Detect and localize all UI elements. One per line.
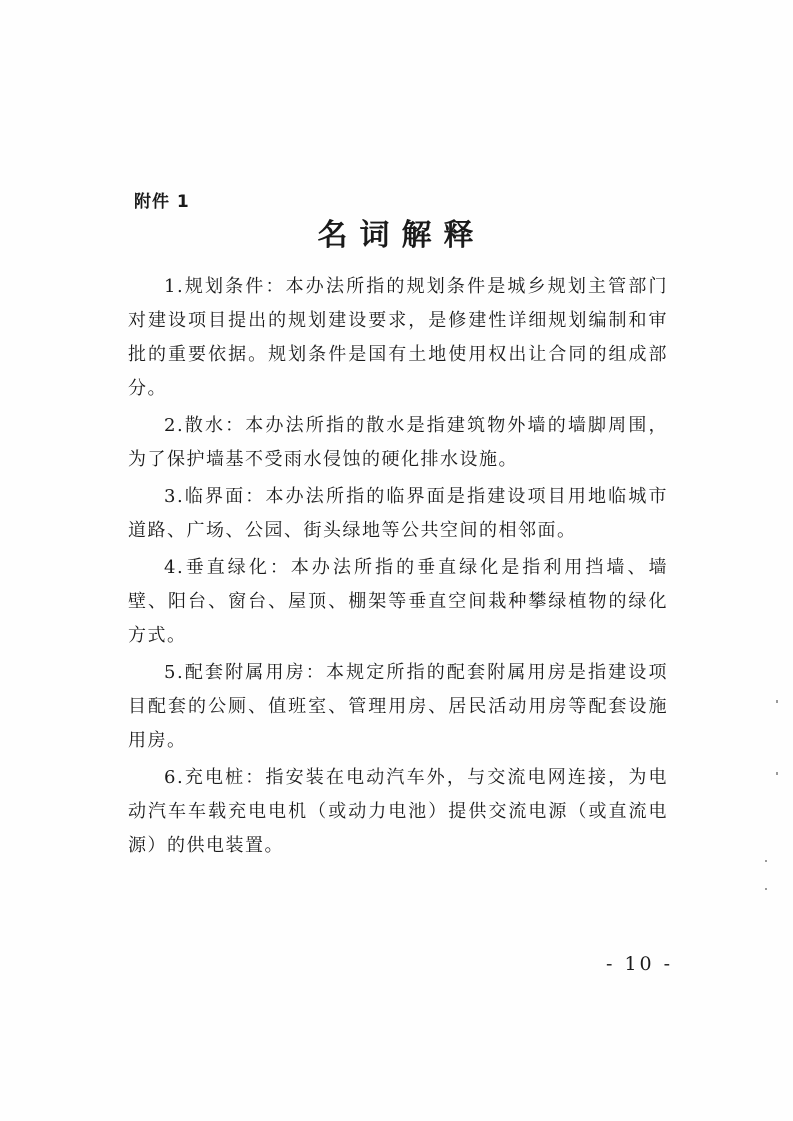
body-text — [128, 270, 668, 866]
definition-paragraph: 1.规划条件：本办法所指的规划条件是城乡规划主管部门对建设项目提出的规划建设要求，是修建性详细规划编制和审批的重要依据。规划条件是国有土地使用权出让合同的组成部分。 — [128, 276, 668, 399]
page-title: 名词解释 — [317, 218, 486, 253]
definition-paragraph: 3.临界面：本办法所指的临界面是指建设项目用地临城市道路、广场、公园、街头绿地等公共空间的相邻面。 — [128, 486, 668, 541]
scan-speck — [776, 700, 778, 703]
scan-speck — [765, 888, 767, 890]
page-number: - 10 - — [606, 953, 674, 975]
scan-speck — [776, 772, 778, 775]
definition-paragraph: 6.充电桩：指安装在电动汽车外，与交流电网连接，为电动汽车车载充电电机（或动力电池）提供交流电源（或直流电源）的供电装置。 — [128, 767, 668, 856]
definition-paragraph: 5.配套附属用房：本规定所指的配套附属用房是指建设项目配套的公厕、值班室、管理用房、居民活动用房等配套设施用房。 — [128, 662, 668, 751]
attachment-label: 附件 1 — [134, 192, 190, 212]
scan-speck — [765, 860, 767, 862]
definition-paragraph: 4.垂直绿化：本办法所指的垂直绿化是指利用挡墙、墙壁、阳台、窗台、屋顶、棚架等垂直空间栽种攀绿植物的绿化方式。 — [128, 557, 668, 646]
definition-paragraph: 2.散水：本办法所指的散水是指建筑物外墙的墙脚周围，为了保护墙基不受雨水侵蚀的硬化排水设施。 — [128, 415, 668, 470]
